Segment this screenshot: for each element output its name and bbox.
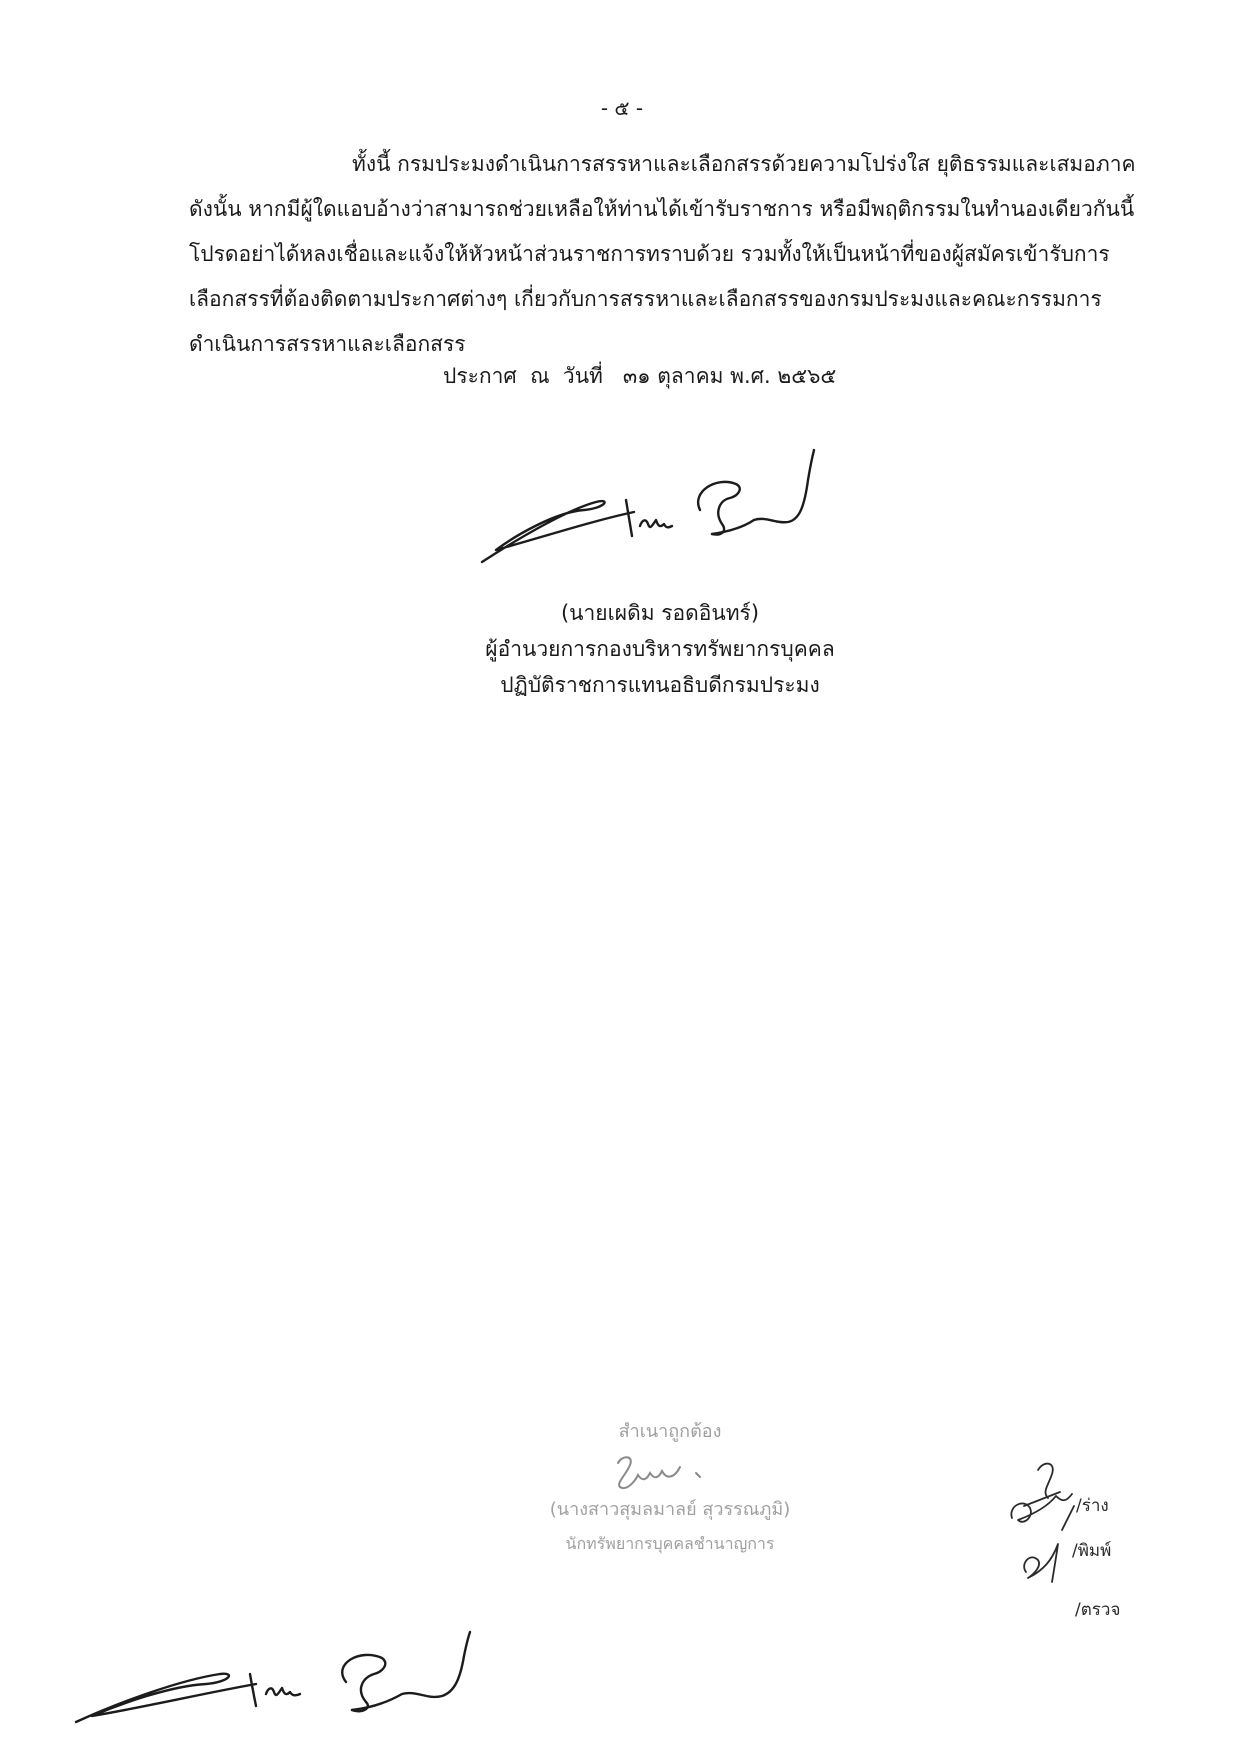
initial-draft-label: /ร่าง xyxy=(1076,1496,1109,1516)
bottom-signature xyxy=(70,1630,530,1735)
signatory-name: (นายเผดิม รอดอินทร์) xyxy=(560,601,760,625)
initial-checked-label: /ตรวจ xyxy=(1075,1600,1121,1620)
page-number: - ๕ - xyxy=(600,96,644,120)
body-line: ดังนั้น หากมีผู้ใดแอบอ้างว่าสามารถช่วยเหลือให้ท่านได้เข้ารับราชการ หรือมีพฤติกรรมในทำนองเดียวกันนี้ xyxy=(189,197,1135,221)
announcement-date: ประกาศ ณ วันที่ ๓๑ ตุลาคม พ.ศ. ๒๕๖๕ xyxy=(443,364,837,388)
certifier-name: (นางสาวสุมลมาลย์ สุวรรณภูมิ) xyxy=(549,1499,791,1520)
signatory-acting-title: ปฏิบัติราชการแทนอธิบดีกรมประมง xyxy=(500,673,820,697)
director-signature xyxy=(476,440,856,580)
body-line: ทั้งนี้ กรมประมงดำเนินการสรรหาและเลือกสรรด้วยความโปร่งใส ยุติธรรมและเสมอภาค xyxy=(352,152,1136,176)
certifier-position: นักทรัพยากรบุคคลชำนาญการ xyxy=(565,1534,775,1553)
body-paragraph xyxy=(189,142,1136,367)
body-line: ดำเนินการสรรหาและเลือกสรร xyxy=(189,332,466,356)
body-line: เลือกสรรที่ต้องติดตามประกาศต่างๆ เกี่ยวกับการสรรหาและเลือกสรรของกรมประมงและคณะกรรมการ xyxy=(189,287,1102,311)
initial-typed-label: /พิมพ์ xyxy=(1072,1541,1112,1561)
signatory-position: ผู้อำนวยการกองบริหารทรัพยากรบุคคล xyxy=(485,637,835,661)
certifier-signature xyxy=(500,1449,840,1493)
signatory-block xyxy=(400,595,920,703)
body-line: โปรดอย่าได้หลงเชื่อและแจ้งให้หัวหน้าส่วนราชการทราบด้วย รวมทั้งให้เป็นหน้าที่ของผู้สมัครเข้ารับการ xyxy=(189,242,1110,266)
certified-copy-heading: สำเนาถูกต้อง xyxy=(618,1421,722,1442)
certified-copy-block xyxy=(500,1415,840,1561)
